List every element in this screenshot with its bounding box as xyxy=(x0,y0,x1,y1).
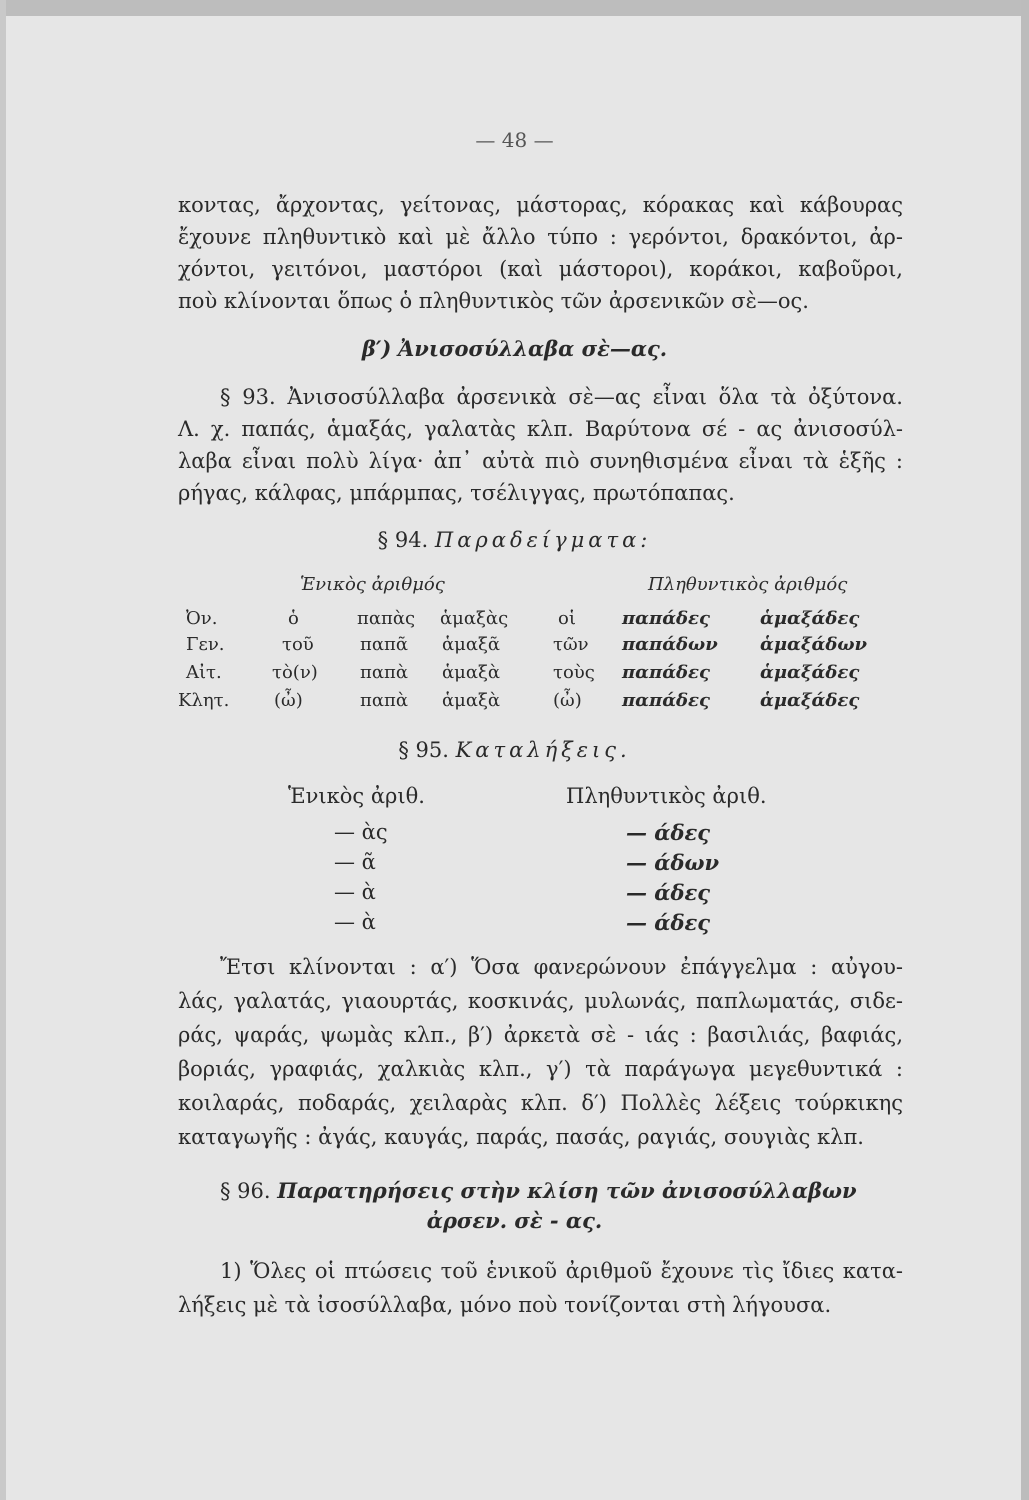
table-case: Αἰτ. xyxy=(186,662,222,683)
table-word-pl: παπάδες xyxy=(622,608,710,629)
declension-line: κοιλαράς, ποδαράς, χειλαρὰς κλπ. δ′) Πολλὲς λέξεις τούρκικης xyxy=(178,1091,903,1115)
ending-plural: — άδων xyxy=(626,850,720,875)
table-word-pl: ἁμαξάδες xyxy=(760,608,860,629)
ending-singular: — ὰ xyxy=(334,880,376,904)
ending-plural: — άδες xyxy=(626,880,711,905)
ending-singular: — ὰς xyxy=(334,820,388,844)
endings-header-singular: Ἑνικὸς ἀριθ. xyxy=(288,784,425,808)
table-article-pl: τῶν xyxy=(553,634,589,655)
s94-number: § 94. xyxy=(377,528,429,552)
s96-number: § 96. xyxy=(220,1179,271,1203)
s94-heading xyxy=(0,528,1029,552)
intro-line: κοντας, ἄρχοντας, γείτονας, μάστορας, κόρακας καὶ κάβουρας xyxy=(178,193,903,217)
table-word-pl: ἁμαξάδες xyxy=(760,690,860,711)
declension-line: Ἔτσι κλίνονται : α′) Ὅσα φανερώνουν ἐπάγγελμα : αὐγου- xyxy=(220,955,903,979)
table-header-plural: Πληθυντικὸς ἀριθμός xyxy=(648,574,848,595)
table-word-pl: παπάδες xyxy=(622,690,710,711)
s96-heading xyxy=(220,1176,860,1206)
declension-line: λάς, γαλατάς, γιαουρτάς, κοσκινάς, μυλωνάς, παπλωματάς, σιδε- xyxy=(178,989,903,1013)
s96-heading-line2 xyxy=(0,1208,1029,1233)
table-article-pl: τοὺς xyxy=(553,662,595,683)
section-b-heading xyxy=(0,336,1029,361)
table-word-pl: ἁμαξάδες xyxy=(760,662,860,683)
s93-line: λαβα εἶναι πολὺ λίγα· ἀπ᾽ αὐτὰ πιὸ συνηθισμένα εἶναι τὰ ἑξῆς : xyxy=(178,449,903,473)
table-article-sg: (ὦ) xyxy=(274,690,303,711)
table-article-pl: (ὦ) xyxy=(553,690,582,711)
ending-singular: — ᾶ xyxy=(334,850,376,874)
endings-header-plural: Πληθυντικὸς ἀριθ. xyxy=(566,784,767,808)
declension-line: καταγωγῆς : ἀγάς, καυγάς, παράς, πασάς, ραγιάς, σουγιὰς κλπ. xyxy=(178,1125,864,1149)
s95-number: § 95. xyxy=(398,738,449,762)
scan-edge-top xyxy=(0,0,1029,16)
s96-title: Παρατηρήσεις στὴν κλίση τῶν ἀνισοσύλλαβων xyxy=(277,1178,857,1203)
s96-title-continued: ἀρσεν. σὲ - ας. xyxy=(426,1208,603,1233)
section-b-prefix: β′) xyxy=(361,336,392,361)
table-article-pl: οἱ xyxy=(558,608,576,629)
table-word-sg: ἁμαξὰ xyxy=(442,662,501,683)
s95-title: Καταλήξεις. xyxy=(455,738,631,762)
table-article-sg: τὸ(ν) xyxy=(272,662,318,683)
table-word-pl: παπάδων xyxy=(622,634,718,655)
ending-singular: — ὰ xyxy=(334,910,376,934)
table-word-sg: παπᾶ xyxy=(360,634,408,655)
s93-line: § 93. Ἀνισοσύλλαβα ἀρσενικὰ σὲ—ας εἶναι ὅλα τὰ ὀξύτονα. xyxy=(220,385,903,409)
s93-line: Λ. χ. παπάς, ἁμαξάς, γαλατὰς κλπ. Βαρύτονα σέ - ας ἀνισοσύλ- xyxy=(178,417,903,441)
section-b-title: Ἀνισοσύλλαβα σὲ—ας. xyxy=(398,336,668,361)
table-word-pl: παπάδες xyxy=(622,662,710,683)
s96-line: λήξεις μὲ τὰ ἰσοσύλλαβα, μόνο ποὺ τονίζονται στὴ λήγουσα. xyxy=(178,1293,832,1317)
table-word-sg: παπὰ xyxy=(360,690,408,711)
s93-line: ρήγας, κάλφας, μπάρμπας, τσέλιγγας, πρωτόπαπας. xyxy=(178,481,735,505)
table-case: Ὀν. xyxy=(186,608,218,629)
intro-line: ποὺ κλίνονται ὅπως ὁ πληθυντικὸς τῶν ἀρσενικῶν σὲ—ος. xyxy=(178,289,809,313)
table-header-singular: Ἑνικὸς ἀριθμός xyxy=(300,574,445,595)
ending-plural: — άδες xyxy=(626,910,711,935)
page-number: — 48 — xyxy=(475,128,554,152)
intro-line: χόντοι, γειτόνοι, μαστόροι (καὶ μάστοροι), κοράκοι, καβοῦροι, xyxy=(178,257,903,281)
declension-line: ράς, ψαράς, ψωμὰς κλπ., β′) ἀρκετὰ σὲ - ιάς : βασιλιάς, βαφιάς, xyxy=(178,1023,903,1047)
table-word-sg: ἁμαξᾶ xyxy=(442,634,501,655)
table-word-sg: παπὰ xyxy=(360,662,408,683)
table-case: Κλητ. xyxy=(178,690,230,711)
table-article-sg: ὁ xyxy=(288,608,299,629)
table-word-sg: ἁμαξὰς xyxy=(440,608,509,629)
table-case: Γεν. xyxy=(186,634,225,655)
s96-line: 1) Ὅλες οἱ πτώσεις τοῦ ἑνικοῦ ἀριθμοῦ ἔχουνε τὶς ἴδιες κατα- xyxy=(220,1259,903,1283)
ending-plural: — άδες xyxy=(626,820,711,845)
table-word-sg: ἁμαξὰ xyxy=(442,690,501,711)
table-word-sg: παπὰς xyxy=(357,608,416,629)
s94-title: Παραδείγματα: xyxy=(434,528,652,552)
declension-line: βοριάς, γραφιάς, χαλκιὰς κλπ., γ′) τὰ παράγωγα μεγεθυντικά : xyxy=(178,1057,903,1081)
table-article-sg: τοῦ xyxy=(282,634,314,655)
intro-line: ἔχουνε πληθυντικὸ καὶ μὲ ἄλλο τύπο : γερόντοι, δρακόντοι, ἀρ- xyxy=(178,225,903,249)
s95-heading xyxy=(0,738,1029,762)
table-word-pl: ἁμαξάδων xyxy=(760,634,868,655)
